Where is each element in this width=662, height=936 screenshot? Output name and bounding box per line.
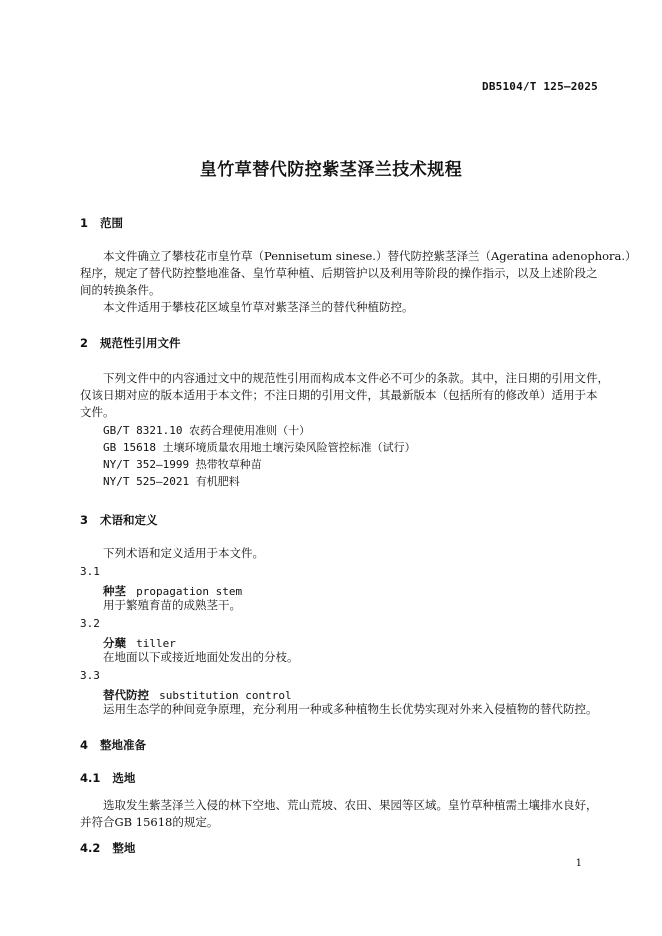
document-title: 皇竹草替代防控紫茎泽兰技术规程 — [199, 160, 463, 180]
reference-item: GB/T 8321.10 农药合理使用准则（十） — [103, 424, 311, 437]
reference-item: GB 15618 土壤环境质量农用地土壤污染风险管控标准（试行） — [103, 441, 416, 454]
term-number: 3.2 — [80, 617, 100, 630]
scope-paragraph-line-3: 间的转换条件。 — [80, 283, 161, 297]
term-english: substitution control — [159, 689, 292, 702]
site-selection-line-1: 选取发生紫茎泽兰入侵的林下空地、荒山荒坡、农田、果园等区域。皇竹草种植需土壤排水良好， — [103, 798, 598, 812]
section-2-heading — [80, 335, 181, 351]
section-title: 范围 — [100, 216, 124, 230]
section-number: 3 — [80, 513, 89, 527]
scope-paragraph-2: 本文件适用于攀枝花区域皇竹草对紫茎泽兰的替代种植防控。 — [103, 300, 414, 314]
subsection-number: 4.1 — [80, 771, 101, 785]
term-number: 3.3 — [80, 669, 100, 682]
term-chinese: 替代防控 — [103, 688, 149, 702]
subsection-title: 选地 — [112, 771, 136, 785]
subsection-title: 整地 — [112, 841, 136, 855]
section-3-heading — [80, 512, 158, 528]
term-definition: 运用生态学的种间竞争原理，充分利用一种或多种植物生长优势实现对外来入侵植物的替代防控。 — [103, 702, 598, 716]
section-1-heading — [80, 215, 123, 231]
section-4-heading — [80, 737, 146, 753]
section-number: 4 — [80, 738, 89, 752]
section-number: 2 — [80, 336, 89, 350]
reference-item: NY/T 525—2021 有机肥料 — [103, 475, 240, 488]
section-title: 整地准备 — [100, 738, 147, 752]
subsection-number: 4.2 — [80, 841, 101, 855]
section-title: 术语和定义 — [100, 513, 158, 527]
references-paragraph-line-3: 文件。 — [80, 405, 115, 419]
subsection-4-1-heading — [80, 770, 135, 786]
scope-paragraph-line-1: 本文件确立了攀枝花市皇竹草（Pennisetum sinese.）替代防控紫茎泽兰（Ageratina adenophora.） — [103, 249, 637, 263]
term-chinese: 分蘖 — [103, 636, 126, 650]
scope-paragraph-line-2: 程序，规定了替代防控整地准备、皇竹草种植、后期管护以及利用等阶段的操作指示，以及上述阶段之 — [80, 266, 598, 280]
terms-intro: 下列术语和定义适用于本文件。 — [103, 546, 264, 560]
term-definition: 在地面以下或接近地面处发出的分枝。 — [103, 650, 299, 664]
section-number: 1 — [80, 216, 89, 230]
term-english: propagation stem — [136, 585, 243, 598]
site-selection-line-2: 并符合GB 15618的规定。 — [80, 815, 219, 829]
document-code: DB5104/T 125—2025 — [482, 80, 598, 93]
term-number: 3.1 — [80, 565, 100, 578]
subsection-4-2-heading — [80, 840, 135, 856]
term-chinese: 种茎 — [103, 584, 126, 598]
term-definition: 用于繁殖育苗的成熟茎干。 — [103, 598, 241, 612]
term-english: tiller — [136, 637, 176, 650]
section-title: 规范性引用文件 — [100, 336, 181, 350]
references-paragraph-line-2: 仅该日期对应的版本适用于本文件；不注日期的引用文件，其最新版本（包括所有的修改单）适用于本 — [80, 388, 598, 402]
references-paragraph-line-1: 下列文件中的内容通过文中的规范性引用而构成本文件必不可少的条款。其中，注日期的引用文件， — [103, 371, 609, 385]
page-number: 1 — [575, 858, 582, 869]
reference-item: NY/T 352—1999 热带牧草种苗 — [103, 458, 262, 471]
